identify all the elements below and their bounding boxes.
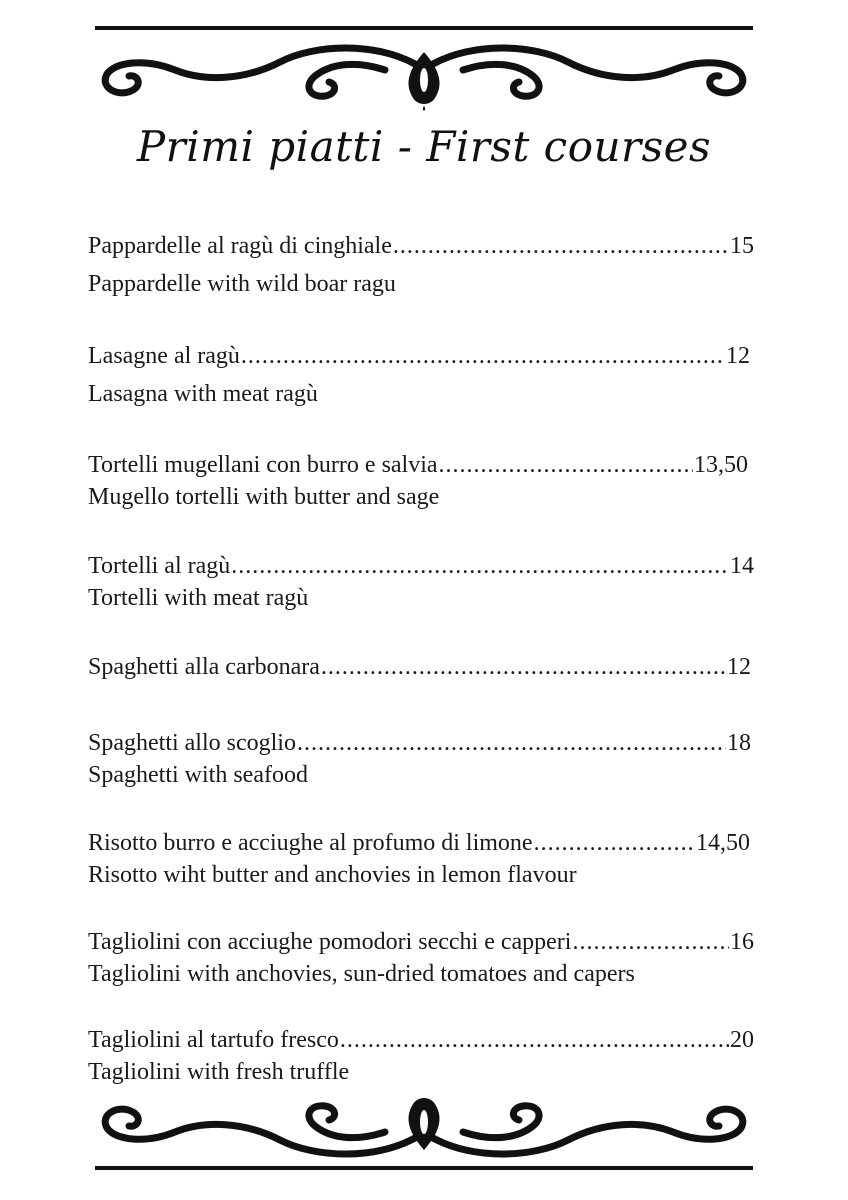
menu-item-translation: Lasagna with meat ragù (88, 381, 318, 407)
menu-item-name: Pappardelle al ragù di cinghiale (88, 233, 392, 259)
menu-item-translation: Mugello tortelli with butter and sage (88, 484, 440, 510)
dot-leader (231, 550, 729, 582)
menu-item-price: 18 (727, 730, 751, 756)
menu-item-line (88, 827, 750, 859)
menu-item-line (88, 449, 748, 481)
bottom-ornament (85, 1080, 763, 1180)
menu-item-translation: Tagliolini with fresh truffle (88, 1059, 350, 1085)
dot-leader (297, 727, 726, 759)
menu-item-translation: Risotto wiht butter and anchovies in lemon flavour (88, 862, 577, 888)
menu-item-price: 20 (730, 1027, 754, 1053)
menu-item (88, 550, 754, 614)
menu-item-line (88, 926, 754, 958)
menu-item (88, 340, 754, 410)
menu-item-translation: Pappardelle with wild boar ragu (88, 271, 396, 297)
menu-item (88, 449, 754, 513)
menu-item-name: Tortelli al ragù (88, 553, 231, 579)
menu-item-name: Tagliolini al tartufo fresco (88, 1027, 339, 1053)
menu-item (88, 651, 754, 683)
menu-item-name: Lasagne al ragù (88, 343, 240, 369)
menu-item (88, 827, 754, 891)
menu-item (88, 1024, 754, 1088)
menu-item-price: 12 (727, 654, 751, 680)
dot-leader (534, 827, 695, 859)
menu-item-line (88, 550, 754, 582)
menu-item (88, 926, 754, 990)
menu-item-name: Risotto burro e acciughe al profumo di limone (88, 830, 533, 856)
menu-item-price: 16 (730, 929, 754, 955)
flourish-ornament-icon (85, 1080, 763, 1180)
menu-item-translation: Tagliolini with anchovies, sun-dried tomatoes and capers (88, 961, 635, 987)
menu-item-line (88, 651, 751, 683)
flourish-ornament-icon (85, 22, 763, 122)
dot-leader (439, 449, 693, 481)
dot-leader (572, 926, 729, 958)
menu-item-price: 14 (730, 553, 754, 579)
menu-item (88, 727, 754, 791)
menu-item-line (88, 1024, 754, 1056)
dot-leader (393, 230, 729, 262)
menu-item-line (88, 340, 750, 372)
dot-leader (321, 651, 726, 683)
menu-item-price: 14,50 (696, 830, 750, 856)
menu-item-price: 13,50 (694, 452, 748, 478)
menu-item-price: 12 (726, 343, 750, 369)
menu-item (88, 230, 754, 300)
menu-item-name: Spaghetti allo scoglio (88, 730, 296, 756)
dot-leader (340, 1024, 729, 1056)
dot-leader (241, 340, 725, 372)
menu-item-translation: Tortelli with meat ragù (88, 585, 309, 611)
menu-item-translation: Spaghetti with seafood (88, 762, 308, 788)
top-ornament (85, 22, 763, 122)
menu-item-name: Spaghetti alla carbonara (88, 654, 320, 680)
menu-item-line (88, 230, 754, 262)
page-title: Primi piatti - First courses (136, 122, 712, 171)
menu-item-line (88, 727, 751, 759)
menu-item-name: Tortelli mugellani con burro e salvia (88, 452, 438, 478)
menu-item-name: Tagliolini con acciughe pomodori secchi e capperi (88, 929, 572, 955)
menu-item-price: 15 (730, 233, 754, 259)
